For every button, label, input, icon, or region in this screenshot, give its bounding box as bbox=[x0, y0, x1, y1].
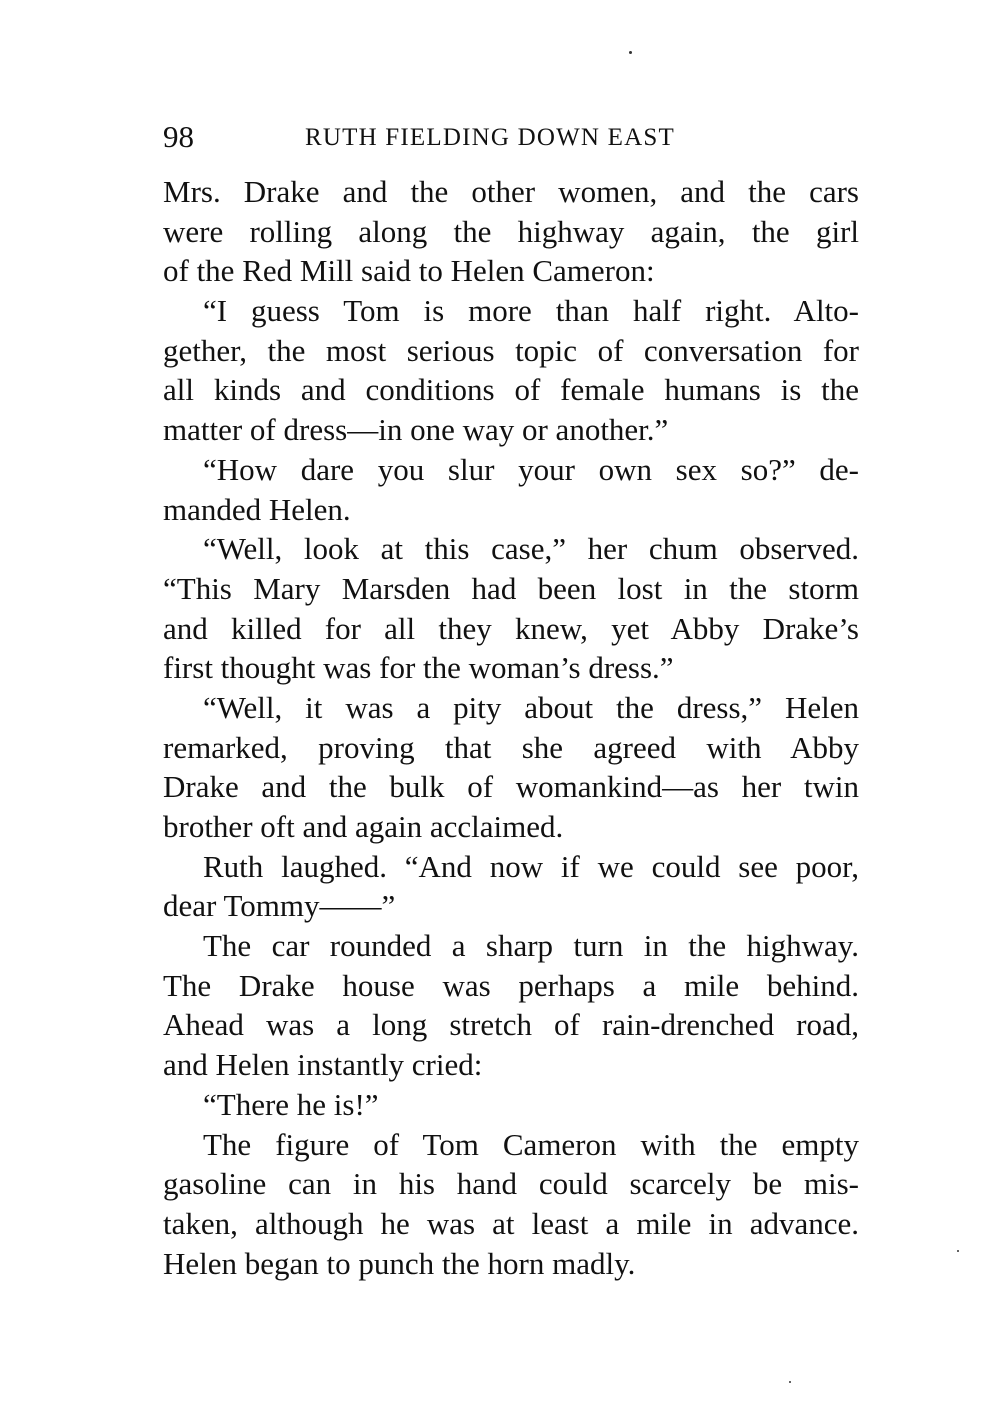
text-line: “How dare you slur your own sex so?” de- bbox=[203, 451, 859, 487]
text-line: all kinds and conditions of female humans is the bbox=[163, 372, 859, 408]
page-number: 98 bbox=[163, 119, 194, 154]
text-line: manded Helen. bbox=[163, 491, 351, 527]
text-line: gether, the most serious topic of conversation for bbox=[163, 332, 859, 368]
page-header bbox=[163, 116, 863, 166]
body-text bbox=[163, 172, 859, 1283]
running-head: RUTH FIELDING DOWN EAST bbox=[305, 124, 675, 151]
scan-speck bbox=[629, 51, 632, 54]
text-line: of the Red Mill said to Helen Cameron: bbox=[163, 253, 655, 289]
text-line: The figure of Tom Cameron with the empty bbox=[203, 1126, 859, 1162]
text-line: taken, although he was at least a mile in advance. bbox=[163, 1205, 859, 1241]
text-line: Mrs. Drake and the other women, and the cars bbox=[163, 174, 859, 209]
text-line: The Drake house was perhaps a mile behind. bbox=[163, 967, 859, 1003]
text-line: and Helen instantly cried: bbox=[163, 1047, 483, 1083]
text-line: The car rounded a sharp turn in the highway. bbox=[203, 928, 859, 964]
text-line: Ruth laughed. “And now if we could see poor, bbox=[203, 848, 859, 884]
text-line: brother oft and again acclaimed. bbox=[163, 809, 564, 844]
text-line: “This Mary Marsden had been lost in the storm bbox=[163, 570, 859, 606]
text-line: Drake and the bulk of womankind—as her twin bbox=[163, 769, 859, 805]
text-line: were rolling along the highway again, the girl bbox=[163, 213, 859, 249]
scan-speck bbox=[957, 1250, 959, 1252]
text-line: remarked, proving that she agreed with Abby bbox=[163, 729, 859, 765]
scan-speck bbox=[789, 1381, 791, 1383]
text-line: Helen began to punch the horn madly. bbox=[163, 1245, 636, 1281]
text-line: first thought was for the woman’s dress.” bbox=[163, 650, 674, 686]
text-line: Ahead was a long stretch of rain-drenched road, bbox=[163, 1007, 859, 1043]
text-line: dear Tommy——” bbox=[163, 888, 396, 924]
text-line: and killed for all they knew, yet Abby Drake’s bbox=[163, 610, 859, 646]
text-line: matter of dress—in one way or another.” bbox=[163, 412, 669, 448]
text-line: gasoline can in his hand could scarcely be mis- bbox=[163, 1166, 859, 1202]
text-line: “Well, it was a pity about the dress,” Helen bbox=[203, 689, 859, 725]
text-line: “I guess Tom is more than half right. Alto- bbox=[203, 293, 859, 329]
text-line: “Well, look at this case,” her chum observed. bbox=[203, 531, 859, 567]
text-line: “There he is!” bbox=[203, 1086, 379, 1122]
